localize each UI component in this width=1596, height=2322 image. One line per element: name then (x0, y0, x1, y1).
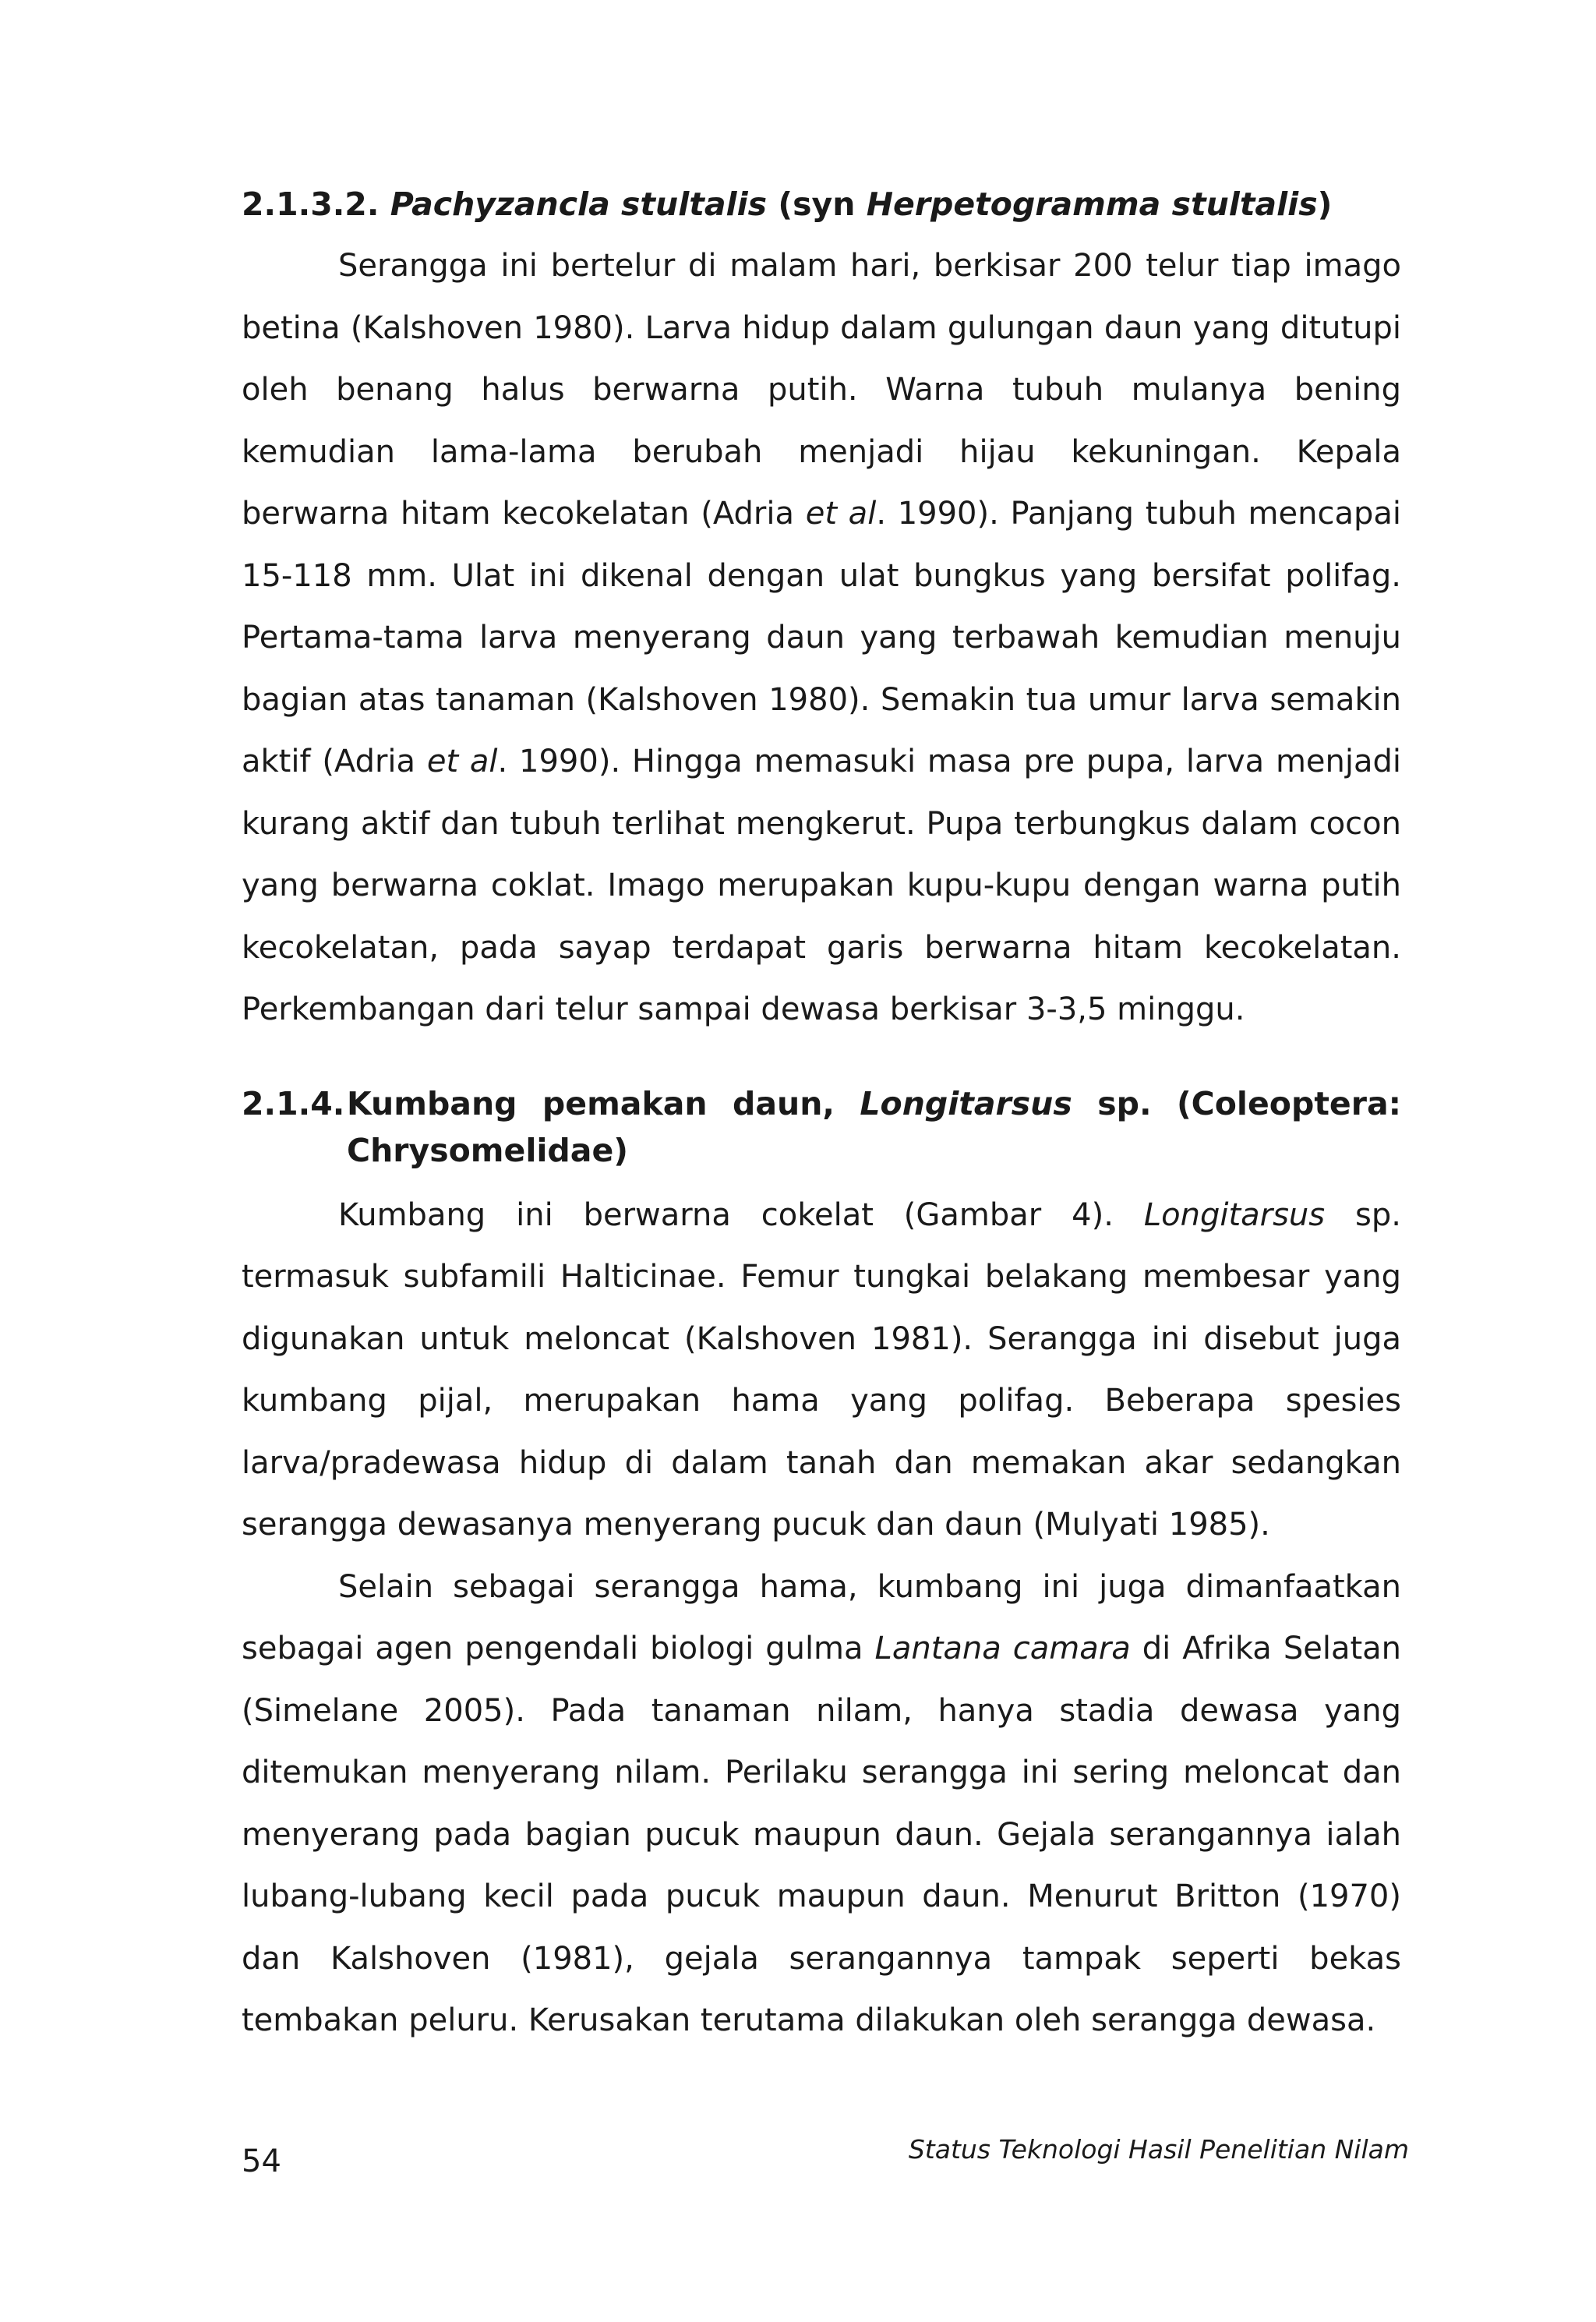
section-heading-2-1-4 (242, 1080, 1401, 1174)
italic-species: Longitarsus (1143, 1196, 1326, 1233)
title-text: sp. (Coleoptera: Chrysomelidae) (347, 1084, 1402, 1169)
italic-species: Lantana camara (874, 1631, 1131, 1666)
running-title: Status Teknologi Hasil Penelitian Nilam (908, 2134, 1409, 2165)
paragraph-text: Selain sebagai serangga hama, kumbang ini juga dimanfaatkan sebagai agen pengendali biologi gulma (242, 1568, 1401, 1666)
italic-et-al: et al (426, 744, 498, 779)
paragraph-text: sp. termasuk subfamili Halticinae. Femur tungkai belakang membesar yang digunakan untuk meloncat (Kalshoven 1981). Serangga ini disebut juga kumbang pijal, merupakan hama yang polifag. Beberapa spesies larva/pradewasa hidup di dalam tanah dan memakan akar sedangkan serangga dewasanya menyerang pucuk dan daun (Mulyati 1985). (242, 1196, 1401, 1543)
species-name: Longitarsus (860, 1084, 1072, 1122)
section-number: 2.1.4. (242, 1084, 345, 1122)
section-number: 2.1.3.2. (242, 186, 380, 223)
species-name: Pachyzancla stultalis (390, 186, 768, 223)
italic-et-al: et al (805, 496, 877, 532)
paragraph-pachyzancla (242, 235, 1401, 1041)
paragraph-text: Kumbang ini berwarna cokelat (Gambar 4). (338, 1196, 1144, 1233)
page-footer (242, 2134, 1409, 2181)
paragraph-text: Serangga ini bertelur di malam hari, berkisar 200 telur tiap imago betina (Kalshoven 1980). Larva hidup dalam gulungan daun yang ditutupi oleh benang halus berwarna putih. Warna tubuh mulanya bening kemudian lama-lama berubah menjadi hijau kekuningan. Kepala berwarna hitam kecokelatan (Adria (242, 248, 1401, 532)
paragraph-text: di Afrika Selatan (Simelane 2005). Pada tanaman nilam, hanya stadia dewasa yang ditemukan menyerang nilam. Perilaku serangga ini sering meloncat dan menyerang pada bagian pucuk maupun daun. Gejala serangannya ialah lubang-lubang kecil pada pucuk maupun daun. Menurut Britton (1970) dan Kalshoven (1981), gejala serangannya tampak seperti bekas tembakan peluru. Kerusakan terutama dilakukan oleh serangga dewasa. (242, 1631, 1401, 2038)
synonym-close: ) (1317, 186, 1333, 223)
paragraph-text: . 1990). Hingga memasuki masa pre pupa, larva menjadi kurang aktif dan tubuh terlihat mengkerut. Pupa terbungkus dalam cocon yang berwarna coklat. Imago merupakan kupu-kupu dengan warna putih kecokelatan, pada sayap terdapat garis berwarna hitam kecokelatan. Perkembangan dari telur sampai dewasa berkisar 3-3,5 minggu. (242, 744, 1402, 1027)
synonym-open: (syn (778, 186, 856, 223)
page-number: 54 (242, 2144, 281, 2179)
paragraph-longitarsus-1 (242, 1185, 1401, 1557)
synonym-species-name: Herpetogramma stultalis (866, 186, 1318, 223)
page-content (242, 181, 1401, 2052)
title-text: Kumbang pemakan daun, (347, 1084, 835, 1122)
section-title (347, 1080, 1401, 1174)
paragraph-longitarsus-2 (242, 1557, 1401, 2052)
section-heading-2-1-3-2 (242, 181, 1401, 228)
paragraph-text: . 1990). Panjang tubuh mencapai 15-118 mm. Ulat ini dikenal dengan ulat bungkus yang bersifat polifag. Pertama-tama larva menyerang daun yang terbawah kemudian menuju bagian atas tanaman (Kalshoven 1980). Semakin tua umur larva semakin aktif (Adria (242, 496, 1402, 779)
